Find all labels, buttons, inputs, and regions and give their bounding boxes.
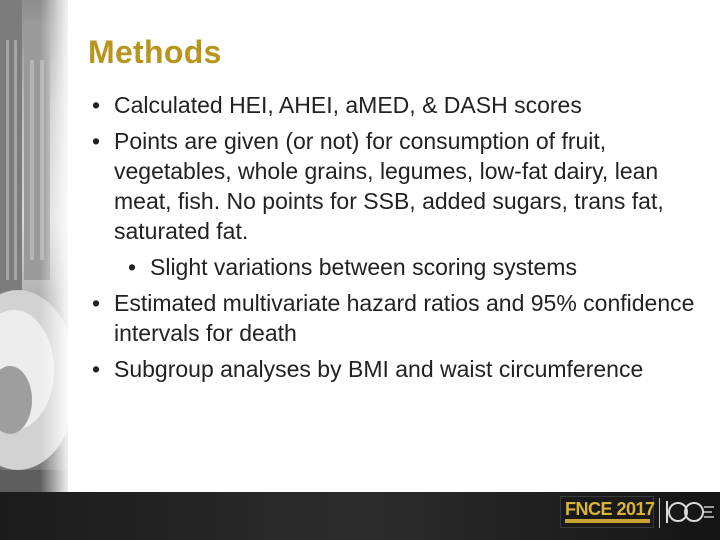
fnce-logo-underline <box>565 519 650 523</box>
bullet-text: Calculated HEI, AHEI, aMED, & DASH scores <box>114 92 582 118</box>
bullet-glyph: • <box>128 254 137 280</box>
slide-title: Methods <box>88 34 222 70</box>
bullet-text: Slight variations between scoring systems <box>150 254 577 280</box>
sub-bullet-item <box>92 252 702 282</box>
bullet-item <box>92 126 702 246</box>
bullet-item <box>92 354 702 384</box>
bullet-item <box>92 90 702 120</box>
bullet-glyph: • <box>92 290 101 316</box>
bullet-glyph: • <box>92 128 101 154</box>
bullet-glyph: • <box>92 356 101 382</box>
bullet-glyph: • <box>92 92 101 118</box>
centennial-logo <box>664 497 716 529</box>
bullet-text: Subgroup analyses by BMI and waist circumference <box>114 356 644 382</box>
bullet-item <box>92 288 702 348</box>
fnce-logo-text: FNCE 2017 <box>565 499 655 519</box>
bullet-text: Estimated multivariate hazard ratios and 95% confidence intervals for death <box>114 290 695 346</box>
bullet-text: Points are given (or not) for consumption of fruit, vegetables, whole grains, legumes, low-fat dairy, lean meat, fish. No points for SSB, added sugars, trans fat, saturated fat. <box>114 128 664 244</box>
footer-divider <box>659 498 660 528</box>
photo-fade <box>40 0 88 492</box>
bullet-list <box>92 90 702 390</box>
